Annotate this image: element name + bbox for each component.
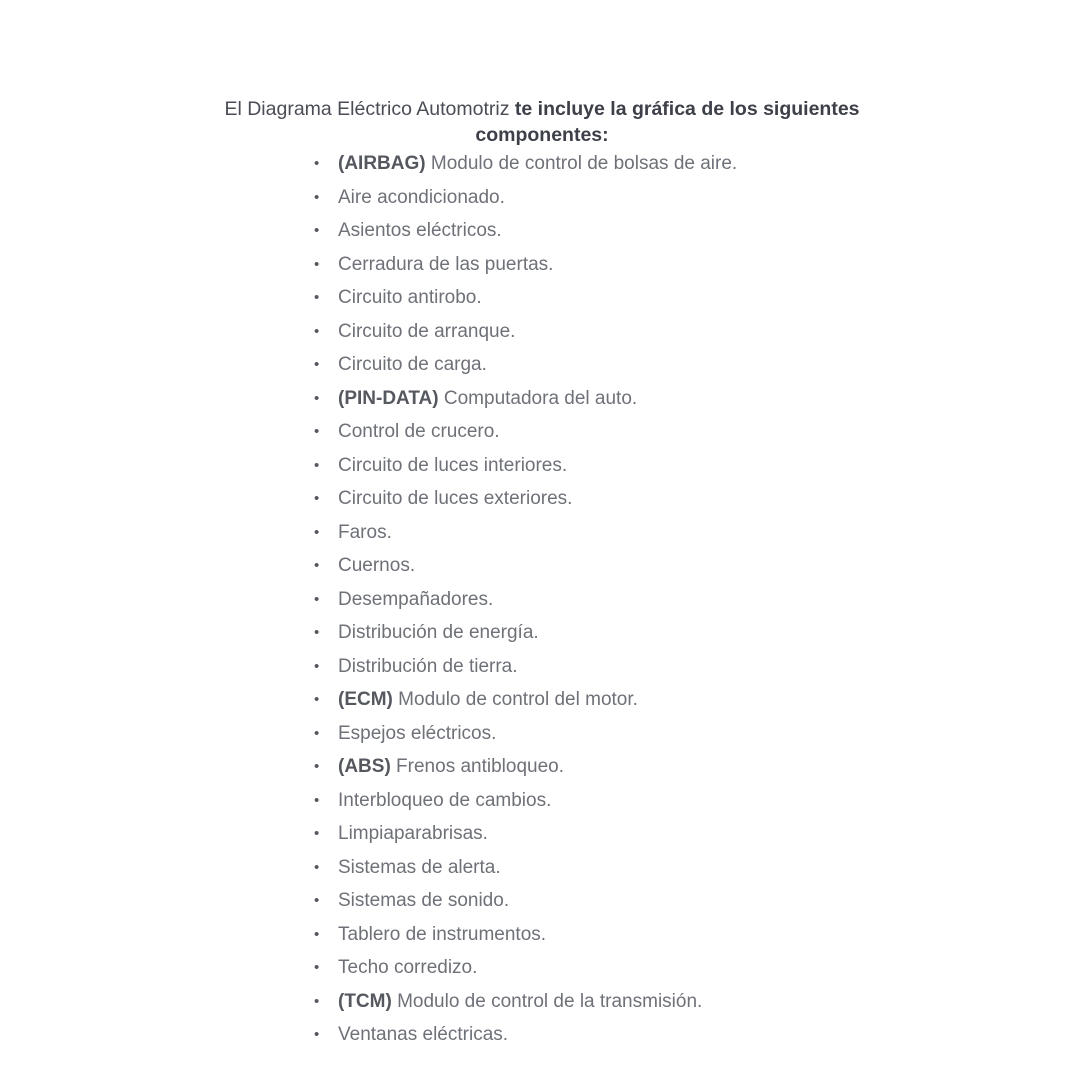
list-item bbox=[313, 985, 737, 1019]
component-code: (ECM) bbox=[338, 689, 393, 710]
list-item bbox=[313, 482, 737, 516]
list-item bbox=[313, 750, 737, 784]
list-item bbox=[313, 683, 737, 717]
list-item bbox=[313, 616, 737, 650]
bullet-icon: • bbox=[314, 557, 320, 574]
component-text: Circuito de carga. bbox=[338, 354, 487, 375]
list-item bbox=[313, 1018, 737, 1052]
bullet-icon: • bbox=[314, 624, 320, 641]
bullet-icon: • bbox=[314, 222, 320, 239]
list-item bbox=[313, 248, 737, 282]
component-text: Interbloqueo de cambios. bbox=[338, 789, 552, 811]
bullet-icon: • bbox=[314, 590, 320, 608]
component-text: Techo corredizo. bbox=[338, 957, 478, 978]
bullet-icon: • bbox=[314, 925, 320, 943]
bullet-icon: • bbox=[314, 322, 320, 340]
list-item bbox=[313, 382, 737, 416]
component-text: Cerradura de las puertas. bbox=[338, 253, 554, 275]
bullet-icon: • bbox=[314, 724, 320, 742]
component-code: (AIRBAG) bbox=[338, 153, 426, 174]
bullet-icon: • bbox=[314, 456, 320, 474]
intro-paragraph bbox=[200, 96, 884, 148]
bullet-icon: • bbox=[314, 959, 320, 976]
component-text: Circuito de luces exteriores. bbox=[338, 488, 573, 509]
component-code: (TCM) bbox=[338, 990, 392, 1012]
component-code: (PIN-DATA) bbox=[338, 387, 439, 409]
bullet-icon: • bbox=[314, 691, 320, 708]
list-item bbox=[313, 817, 737, 851]
bullet-icon: • bbox=[314, 657, 320, 675]
list-item bbox=[313, 851, 737, 885]
bullet-icon: • bbox=[314, 892, 320, 909]
bullet-icon: • bbox=[314, 255, 320, 273]
bullet-icon: • bbox=[314, 490, 320, 507]
bullet-icon: • bbox=[314, 825, 320, 842]
bullet-icon: • bbox=[314, 356, 320, 373]
bullet-icon: • bbox=[314, 423, 320, 440]
component-text: Cuernos. bbox=[338, 555, 416, 576]
list-item bbox=[313, 281, 737, 315]
component-text: Faros. bbox=[338, 521, 392, 543]
component-text: Asientos eléctricos. bbox=[338, 220, 502, 241]
list-item bbox=[313, 884, 737, 918]
component-text: Ventanas eléctricas. bbox=[338, 1024, 509, 1045]
component-text: Modulo de control del motor. bbox=[392, 689, 638, 710]
bullet-icon: • bbox=[314, 858, 320, 876]
bullet-icon: • bbox=[314, 758, 320, 775]
list-item bbox=[313, 181, 737, 215]
component-text: Circuito antirobo. bbox=[338, 287, 482, 308]
list-item bbox=[313, 147, 737, 181]
list-item bbox=[313, 784, 737, 818]
list-item bbox=[313, 951, 737, 985]
component-text: Espejos eléctricos. bbox=[338, 722, 497, 744]
component-code: (ABS) bbox=[338, 756, 391, 777]
component-text: Circuito de luces interiores. bbox=[338, 454, 568, 476]
component-text: Distribución de energía. bbox=[338, 622, 539, 643]
list-item bbox=[313, 717, 737, 751]
component-text: Desempañadores. bbox=[338, 588, 494, 610]
component-text: Tablero de instrumentos. bbox=[338, 923, 547, 945]
component-text: Computadora del auto. bbox=[438, 387, 638, 409]
bullet-icon: • bbox=[314, 523, 320, 541]
list-item bbox=[313, 415, 737, 449]
bullet-icon: • bbox=[314, 791, 320, 809]
component-text: Frenos antibloqueo. bbox=[390, 756, 565, 777]
bullet-icon: • bbox=[314, 1026, 320, 1043]
list-item bbox=[313, 583, 737, 617]
bullet-icon: • bbox=[314, 155, 320, 172]
bullet-icon: • bbox=[314, 188, 320, 206]
list-item bbox=[313, 348, 737, 382]
list-item bbox=[313, 549, 737, 583]
list-item bbox=[313, 918, 737, 952]
bullet-icon: • bbox=[314, 389, 320, 407]
component-text: Sistemas de sonido. bbox=[338, 890, 510, 911]
bullet-icon: • bbox=[314, 992, 320, 1010]
intro-bold-text: te incluye la gráfica de los siguientes componentes: bbox=[475, 97, 860, 146]
component-text: Distribución de tierra. bbox=[338, 655, 518, 677]
component-text: Circuito de arranque. bbox=[338, 320, 516, 342]
list-item bbox=[313, 214, 737, 248]
component-text: Sistemas de alerta. bbox=[338, 856, 501, 878]
list-item bbox=[313, 650, 737, 684]
list-item bbox=[313, 315, 737, 349]
component-list bbox=[313, 147, 737, 1052]
intro-regular-text: El Diagrama Eléctrico Automotriz bbox=[224, 97, 515, 120]
list-item bbox=[313, 449, 737, 483]
component-text: Modulo de control de bolsas de aire. bbox=[425, 153, 738, 174]
list-item bbox=[313, 516, 737, 550]
component-text: Limpiaparabrisas. bbox=[338, 823, 488, 844]
component-text: Aire acondicionado. bbox=[338, 186, 505, 208]
component-text: Control de crucero. bbox=[338, 421, 500, 442]
bullet-icon: • bbox=[314, 289, 320, 306]
component-text: Modulo de control de la transmisión. bbox=[391, 990, 703, 1012]
